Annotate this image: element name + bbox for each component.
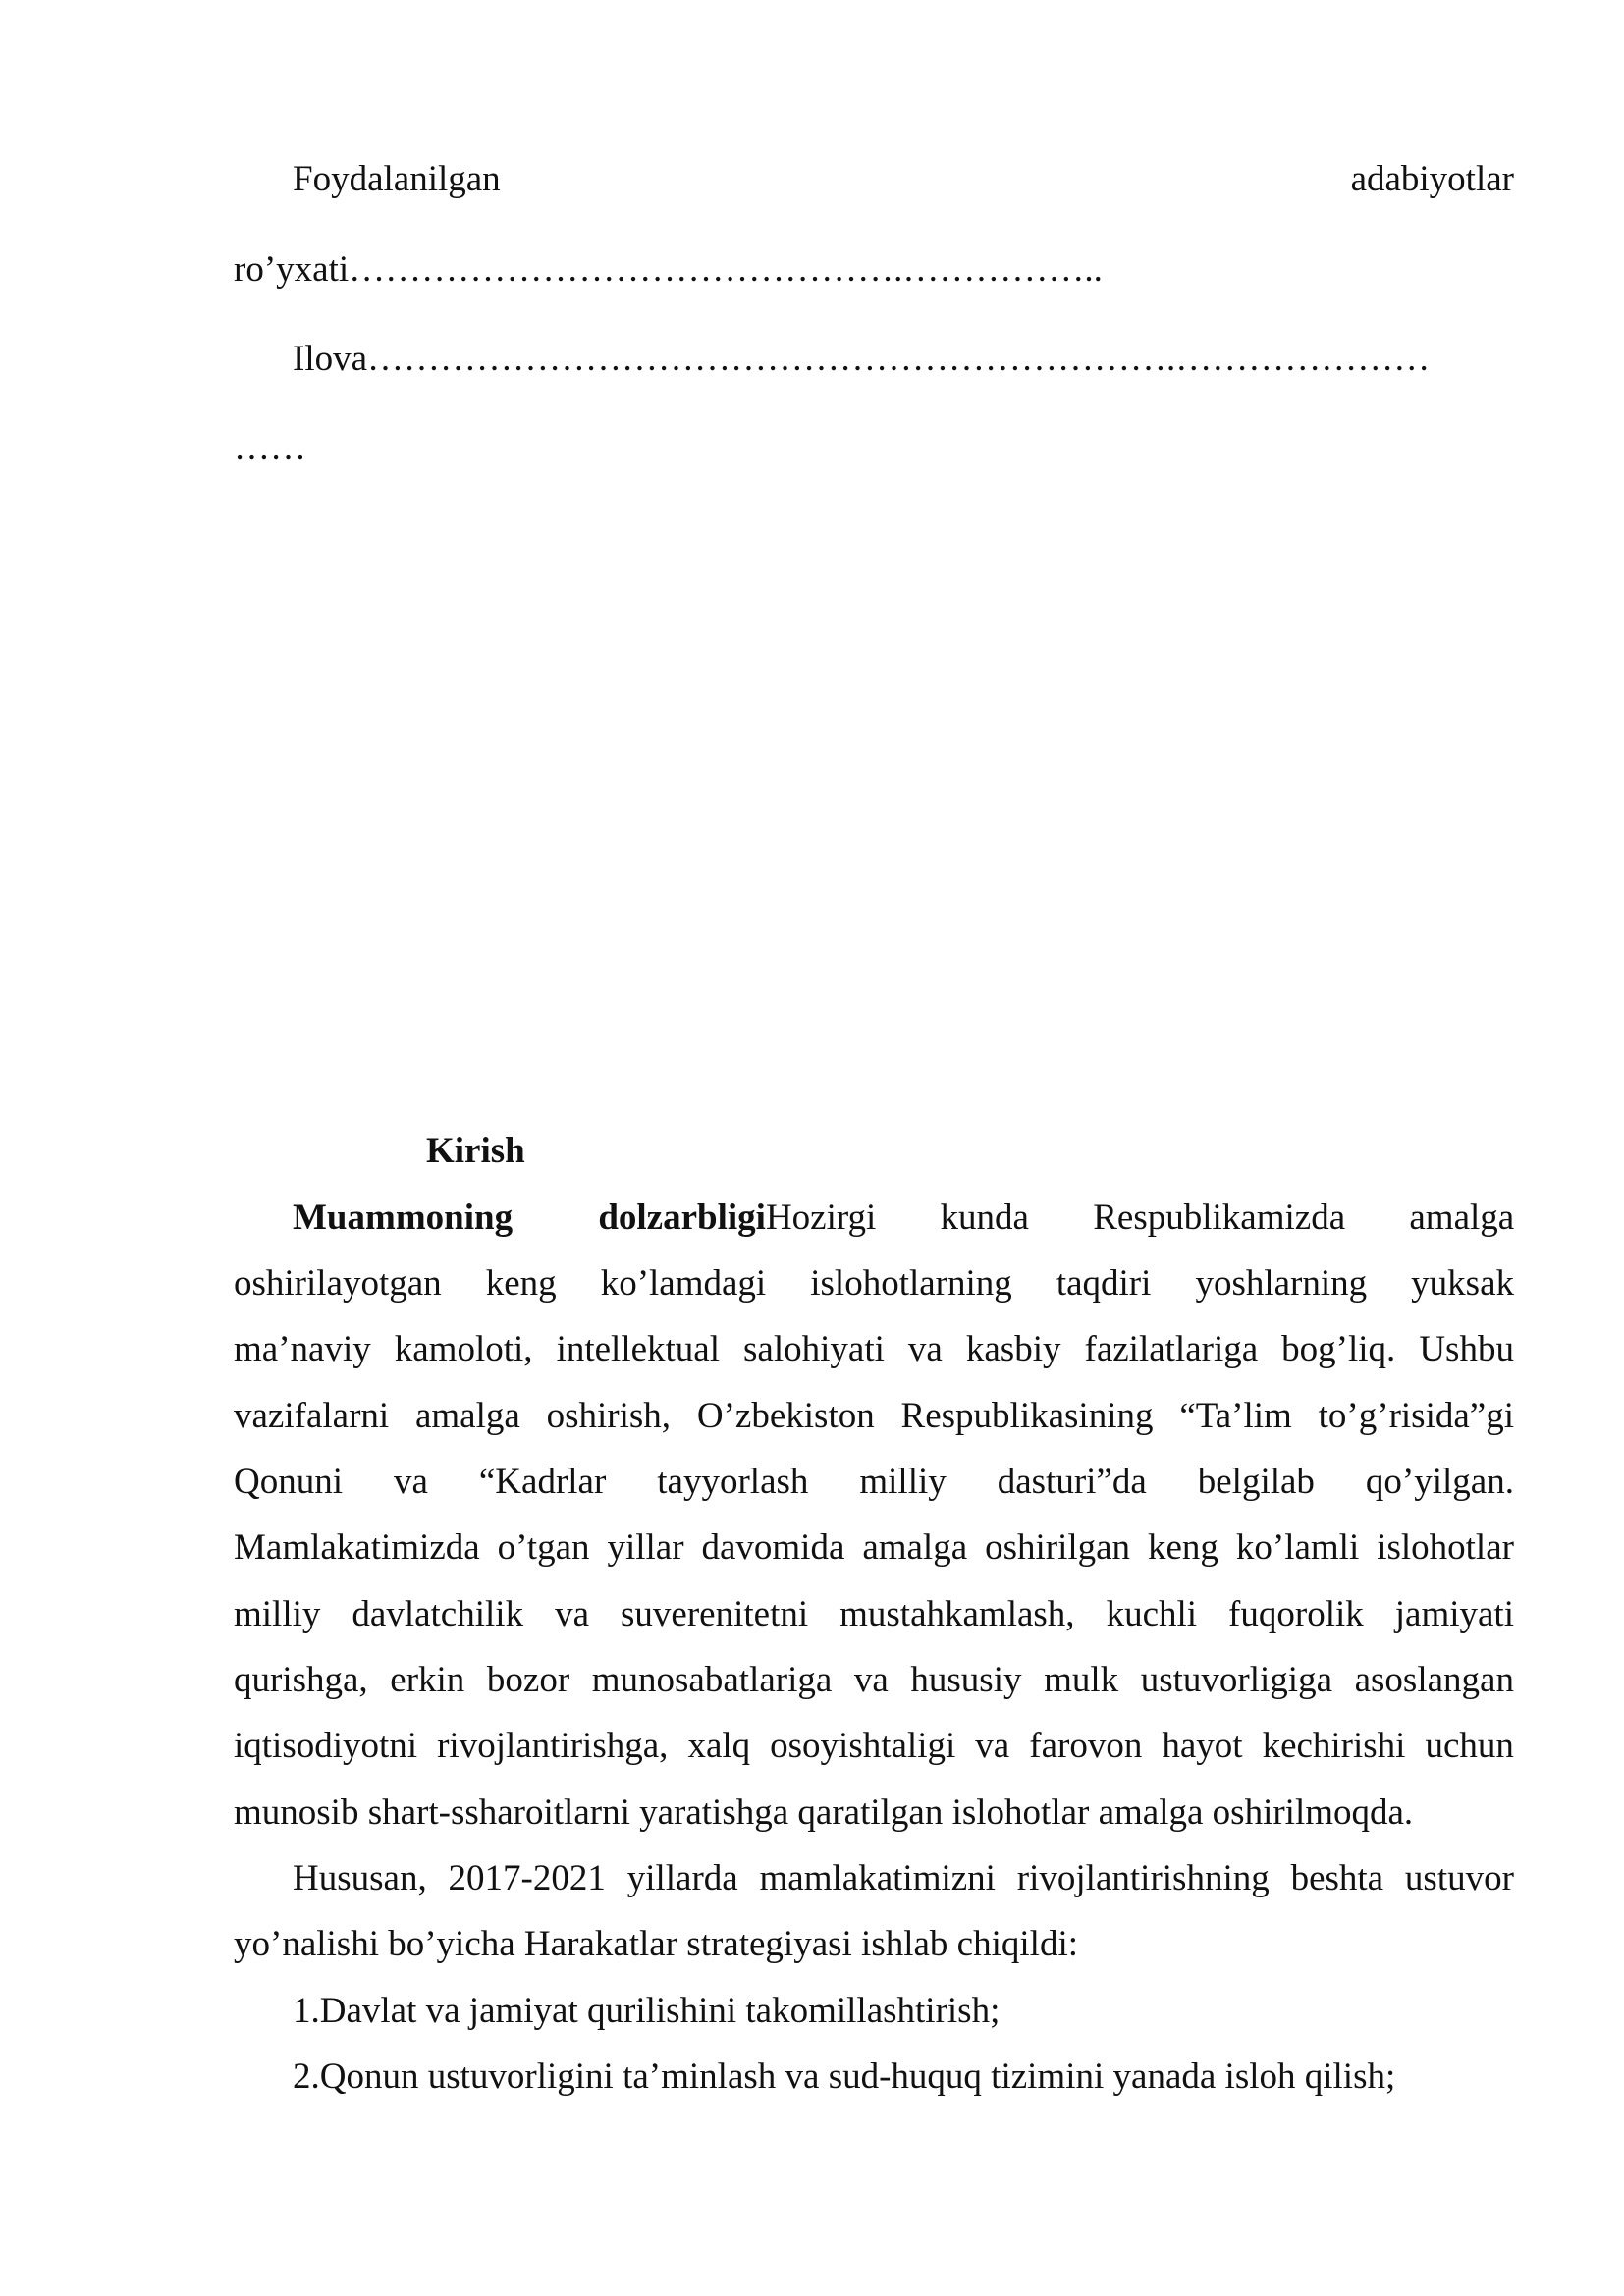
word: O’zbekiston (696, 1396, 875, 1436)
paragraph-line (234, 1596, 1514, 1632)
word: va (853, 1660, 889, 1700)
word: jamiyati (1394, 1594, 1514, 1634)
word: munosabatlariga (591, 1660, 833, 1700)
paragraph-line: yo’nalishi bo’yicha Harakatlar strategiyasi ishlab chiqildi: (234, 1924, 1078, 1964)
word: “Kadrlar (478, 1462, 607, 1502)
word: farovon (1029, 1726, 1143, 1766)
word: fuqorolik (1228, 1594, 1364, 1634)
toc-entry-references (293, 161, 1514, 197)
word: salohiyati (743, 1329, 885, 1369)
word: kasbiy (965, 1329, 1061, 1369)
word: va (975, 1726, 1010, 1766)
word: erkin (390, 1660, 465, 1700)
word: hususiy (910, 1660, 1022, 1700)
word: Qonuni (234, 1462, 343, 1502)
word: mamlakatimizni (759, 1858, 996, 1898)
word: iqtisodiyotni (234, 1726, 418, 1766)
word: islohotlar (1377, 1527, 1514, 1568)
word: qurishga, (234, 1660, 368, 1700)
word: kechirishi (1262, 1726, 1406, 1766)
word: milliy (859, 1462, 947, 1502)
word: amalga (862, 1527, 968, 1568)
toc-word: adabiyotlar (1350, 159, 1514, 199)
paragraph-line (234, 1662, 1514, 1698)
word: keng (485, 1263, 557, 1304)
list-item: 2.Qonun ustuvorligini ta’minlash va sud-huquq tizimini yanada isloh qilish; (293, 2056, 1396, 2097)
word: fazilatlariga (1084, 1329, 1259, 1369)
word: yoshlarning (1195, 1263, 1368, 1304)
word: kuchli (1106, 1594, 1198, 1634)
section-heading: Kirish (426, 1131, 525, 1171)
word: osoyishtaligi (770, 1726, 956, 1766)
word: suverenitetni (621, 1594, 809, 1634)
word: va (393, 1462, 428, 1502)
word: Hususan, (293, 1858, 427, 1898)
paragraph-line (234, 1398, 1514, 1434)
paragraph-line (293, 1200, 1514, 1236)
word: va (555, 1594, 590, 1634)
toc-word: Foydalanilgan (293, 159, 501, 199)
word: ma’naviy (234, 1329, 371, 1369)
word: oshirilgan (985, 1527, 1131, 1568)
word: “Ta’lim (1179, 1396, 1292, 1436)
word: Mamlakatimizda (234, 1527, 480, 1568)
word: kamoloti, (394, 1329, 533, 1369)
word: mulk (1044, 1660, 1119, 1700)
word: taqdiri (1056, 1263, 1152, 1304)
word: belgilab (1197, 1462, 1315, 1502)
word: to’g’risida”gi (1318, 1396, 1514, 1436)
word: keng (1148, 1527, 1218, 1568)
word: mustahkamlash, (839, 1594, 1075, 1634)
word: 2017-2021 (448, 1858, 606, 1898)
list-item: 1.Davlat va jamiyat qurilishini takomillashtirish; (293, 1991, 1001, 2031)
toc-entry-references-cont: ro’yxati……………………………………….…………….. (234, 249, 1103, 290)
word: ko’lamdagi (600, 1263, 767, 1304)
word: milliy (234, 1594, 321, 1634)
word: va (907, 1329, 943, 1369)
word: dasturi”da (997, 1462, 1147, 1502)
word: uchun (1425, 1726, 1514, 1766)
word: vazifalarni (234, 1396, 390, 1436)
word: ko’lamli (1235, 1527, 1360, 1568)
word: ustuvor (1404, 1858, 1514, 1898)
bold-lead: Muammoning dolzarbligi (293, 1198, 766, 1238)
paragraph-line: munosib shart-ssharoitlarni yaratishga qaratilgan islohotlar amalga oshirilmoqda. (234, 1792, 1414, 1833)
paragraph-line (234, 1728, 1514, 1764)
paragraph-line (293, 1860, 1514, 1896)
word: yuksak (1411, 1263, 1514, 1304)
word: hayot (1162, 1726, 1243, 1766)
word: yillarda (626, 1858, 738, 1898)
word: asoslangan (1354, 1660, 1514, 1700)
paragraph-line (234, 1265, 1514, 1302)
word: beshta (1290, 1858, 1384, 1898)
toc-entry-appendix-cont: …… (234, 428, 306, 468)
word: ustuvorligiga (1140, 1660, 1332, 1700)
word: qo’yilgan. (1365, 1462, 1514, 1502)
paragraph-line (234, 1464, 1514, 1500)
word: davlatchilik (352, 1594, 524, 1634)
word: xalq (687, 1726, 751, 1766)
word: rivojlantirishning (1016, 1858, 1270, 1898)
word: tayyorlash (657, 1462, 809, 1502)
word: bozor (486, 1660, 570, 1700)
word: rivojlantirishga, (437, 1726, 669, 1766)
word: Ushbu (1419, 1329, 1514, 1369)
word: o’tgan (497, 1527, 590, 1568)
word: oshirish, (546, 1396, 672, 1436)
paragraph-line (234, 1331, 1514, 1367)
word: Respublikasining (900, 1396, 1154, 1436)
word: oshirilayotgan (234, 1263, 442, 1304)
word: yillar (607, 1527, 684, 1568)
word: davomida (701, 1527, 845, 1568)
word: intellektual (556, 1329, 721, 1369)
word: islohotlarning (810, 1263, 1012, 1304)
paragraph-line (234, 1529, 1514, 1566)
word: amalga (414, 1396, 520, 1436)
toc-entry-appendix: Ilova………………………………………………………….………………… (293, 339, 1431, 379)
word: bog’liq. (1281, 1329, 1396, 1369)
lead-line-text: Hozirgi kunda Respublikamizda amalga (765, 1198, 1515, 1238)
